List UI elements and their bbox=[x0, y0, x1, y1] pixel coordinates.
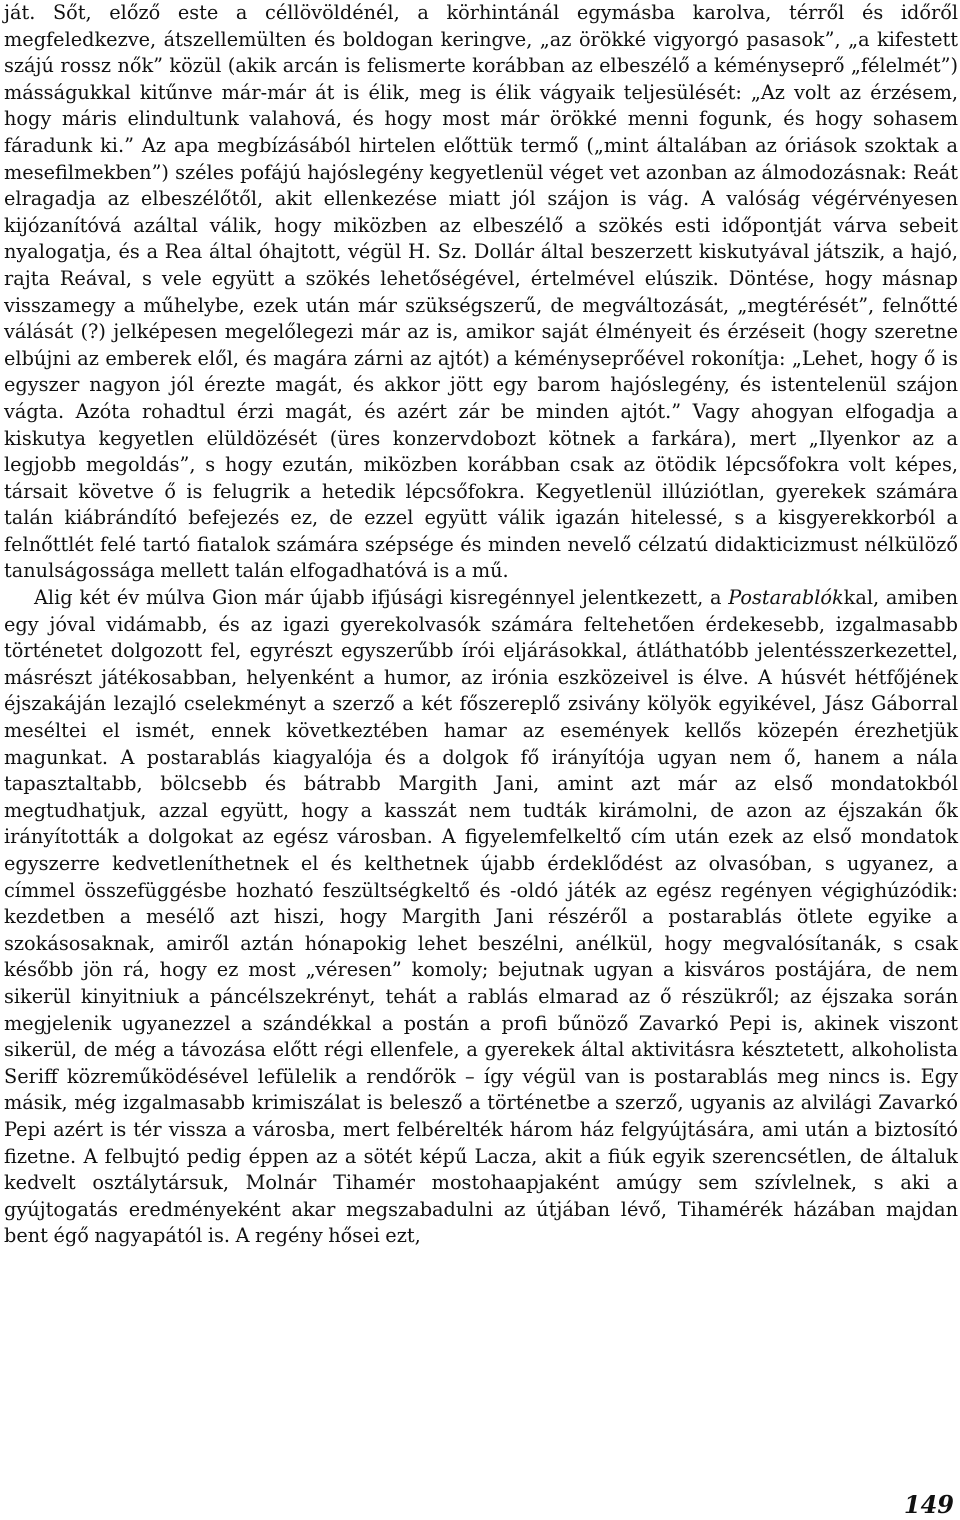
paragraph bbox=[4, 0, 958, 585]
text-segment: Alig két év múlva Gion már újabb ifjúsági kisregénnyel jelentkezett, a bbox=[34, 586, 729, 610]
text-segment: kal, amiben egy jóval vidámabb, és az igazi gyerekolvasók számára feltehetően érdekesebb, izgalmasabb történetet dolgozott fel, egyrészt egyszerűbb írói eljárásokkal, átláthatóbb jelentésszerkezettel, másrészt játékosabban, helyenként a humor, az irónia eszközeivel is élve. A húsvét hétfőjének éjszakáján lezajló cselekményt a szerző a két főszereplő zsivány kölyök egyikével, Jász Gáborral meséltei el ismét, ennek következtében hamar az események kellős közepén érezhetjük magunkat. A postarablás kiagyalója és a dolgok fő irányítója ugyan nem ő, hanem a nála tapasztaltabb, bölcsebb és bátrabb Margith Jani, amint azt már az első mondatokból megtudhatjuk, azzal együtt, hogy a kasszát nem tudták kirámolni, de azon az éjszakán ők irányították a dolgokat az egész városban. A figyelemfelkeltő cím után ezek az első mondatok egyszerre kedvetleníthetnek el és kelthetnek újabb érdeklődést az olvasóban, s ugyanez, a címmel összefüggésbe hozható feszültségkeltő és -oldó játék az egész regényen végighúzódik: kezdetben a mesélő azt hiszi, hogy Margith Jani részéről a postarablás ötlete egyike a szokásosaknak, amiről aztán hónapokig lehet beszélni, anélkül, hogy megvalósítanák, s csak később jön rá, hogy ez most „véresen” komoly; bejutnak ugyan a kisváros postájára, de nem sikerül kinyitniuk a páncélszekrényt, tehát a rablás elmarad az ő részükről; az éjszaka során megjelenik ugyanezzel a szándékkal a postán a profi bűnöző Zavarkó Pepi is, akinek viszont sikerül, de még a távozása előtt régi ellenfele, a gyerekek által aktivitásra késztetett, alkoholista Seriff közreműködésével lefülelik a rendőrök – így végül van is postarablás meg nincs is. Egy másik, még izgalmasabb krimiszálat is belesző a történetbe a szerző, ugyanis az alvilági Zavarkó Pepi azért is tér vissza a városba, mert felbérelték három ház felgyújtására, ami után a biztosító fizetne. A felbujtó pedig éppen az a sötét képű Lacza, akit a fiúk egyik szerencsétlen, de általuk kedvelt osztálytársuk, Molnár Tihamér mostohaapjaként amúgy sem szívlelnek, s aki a gyújtogatás eredményeként akar megszabadulni az útjában lévő, Tihamérék házában majdan bent égő nagyapától is. A regény hősei ezt, bbox=[4, 586, 958, 1248]
body-text bbox=[4, 0, 958, 1250]
paragraph bbox=[4, 585, 958, 1250]
text-segment: ját. Sőt, előző este a céllövöldénél, a körhintánál egymásba karolva, térről és időről megfeledkezve, átszellemülten és boldogan keringve, „az örökké vigyorgó pasasok”, „a kifestett szájú rossz nők” közül (akik arcán is felismerte korábban az elbeszélő a kéményseprő „félelmét”) másságukkal kitűnve már-már át is élik, meg is élik vágyaik teljesülését: „Az volt az érzésem, hogy máris elindultunk valahová, és hogy most már örökké menni fogunk, és hogy sohasem fáradunk ki.” Az apa megbízásából hirtelen előttük termő („mint általában az óriások szoktak a mesefilmekben”) széles pofájú hajóslegény kegyetlenül véget vet azonban az álmodozásnak: Reát elragadja az elbeszélőtől, akit ellenkezése miatt jól szájon is vág. A valóság végérvényesen kijózanítóvá azáltal válik, hogy miközben az elbeszélő a szökés esti időpontját várva sebeit nyalogatja, és a Rea által óhajtott, végül H. Sz. Dollár által beszerzett kiskutyával játszik, a hajó, rajta Reával, s vele együtt a szökés lehetőségével, értelmével elúszik. Döntése, hogy másnap visszamegy a műhelybe, ezek után már szükségszerű, de megváltozását, „megtérését”, felnőtté válását (?) jelképesen megelőlegezi már az is, amikor saját élményeit és érzéseit (hogy szeretne elbújni az emberek elől, és magára zárni az ajtót) a kéményseprőével rokonítja: „Lehet, hogy ő is egyszer nagyon jól érezte magát, és akkor jött egy barom hajóslegény, és istentelenül szájon vágta. Azóta rohadtul érzi magát, és azért zár be minden ajtót.” Vagy ahogyan elfogadja a kiskutya kegyetlen elüldözését (üres konzervdobozt kötnek a farkára), mert „Ilyenkor az a legjobb megoldás”, s hogy ezután, miközben korábban csak az ötödik lépcsőfokra volt képes, társait követve ő is felugrik a hetedik lépcsőfokra. Kegyetlenül illúziótlan, gyerekek számára talán kiábrándító befejezés ez, de ezzel együtt válik igazán hitelessé, s a kisgyerekkorból a felnőttlét felé tartó fiatalok számára szépsége és minden nevelő célzatú didakticizmust nélkülöző tanulságossága mellett talán elfogadhatóvá is a mű. bbox=[4, 1, 958, 583]
italic-title: Postarablók bbox=[728, 586, 844, 610]
page-number: 149 bbox=[903, 1490, 954, 1519]
document-page bbox=[4, 0, 958, 1519]
